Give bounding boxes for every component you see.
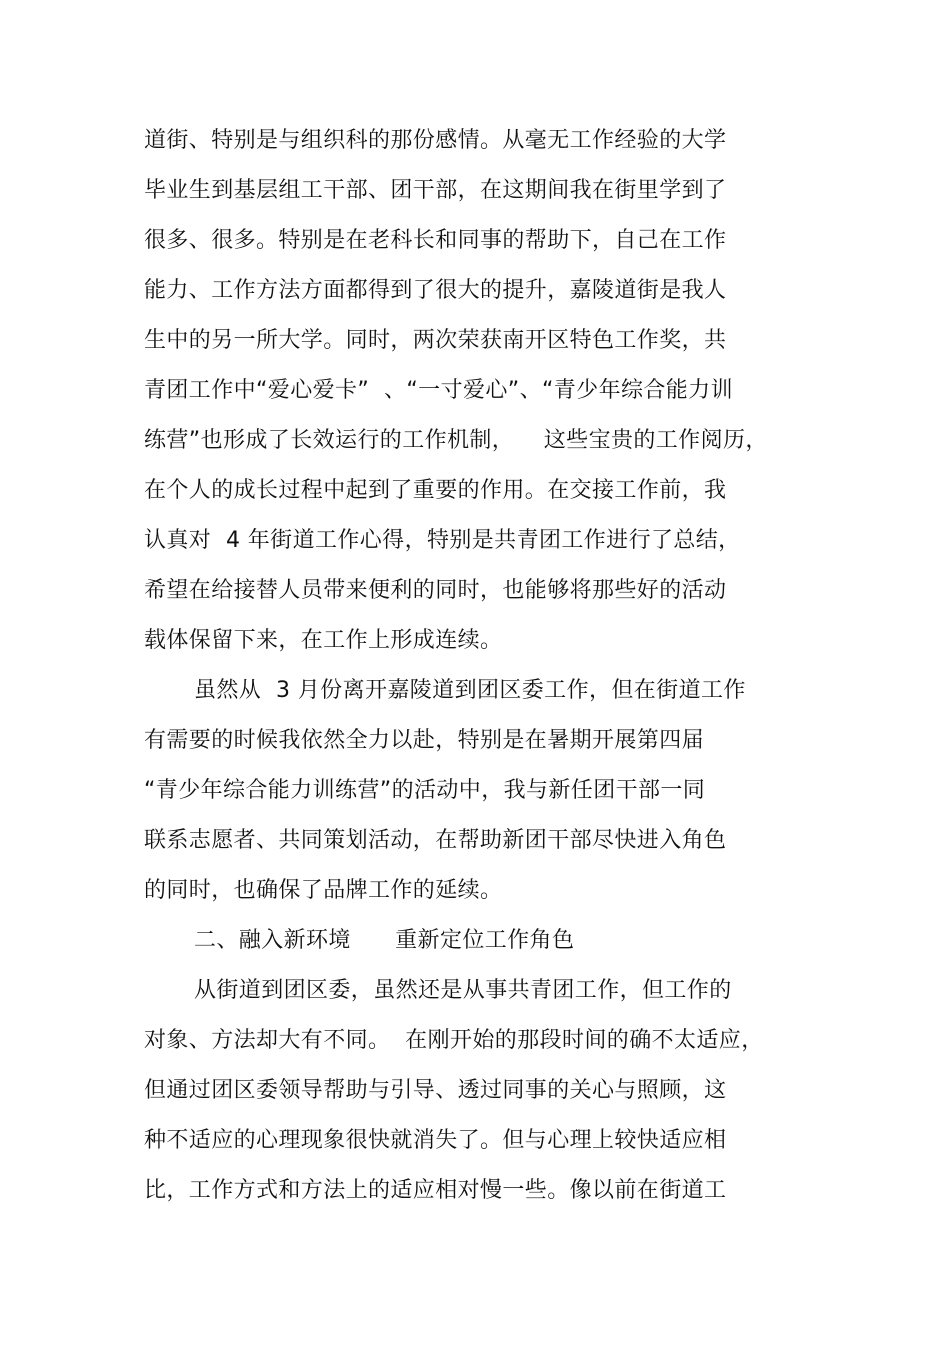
text-line: 青团工作中“爱心爱卡” 、“一寸爱心”、“青少年综合能力训 xyxy=(144,378,733,403)
text-line: 能力、工作方法方面都得到了很大的提升，嘉陵道街是我人 xyxy=(144,278,727,303)
text-line: 毕业生到基层组工干部、团干部，在这期间我在街里学到了 xyxy=(144,178,727,203)
text-line: 的同时，也确保了品牌工作的延续。 xyxy=(144,878,503,903)
paragraph-first-line: 从街道到团区委，虽然还是从事共青团工作，但工作的 xyxy=(194,978,732,1003)
text-line: 比，工作方式和方法上的适应相对慢一些。像以前在街道工 xyxy=(144,1178,727,1203)
text-line: 对象、方法却大有不同。 在刚开始的那段时间的确不太适应， xyxy=(144,1028,764,1053)
text-line: 认真对 4 年街道工作心得，特别是共青团工作进行了总结， xyxy=(144,528,741,553)
text-line: 但通过团区委领导帮助与引导、透过同事的关心与照顾，这 xyxy=(144,1078,727,1103)
text-line: 有需要的时候我依然全力以赴，特别是在暑期开展第四届 xyxy=(144,728,705,753)
text-line: 联系志愿者、共同策划活动，在帮助新团干部尽快进入角色 xyxy=(144,828,727,853)
text-line: 生中的另一所大学。同时，两次荣获南开区特色工作奖，共 xyxy=(144,328,727,353)
text-line: 在个人的成长过程中起到了重要的作用。在交接工作前，我 xyxy=(144,478,727,503)
text-line: 很多、很多。特别是在老科长和同事的帮助下，自己在工作 xyxy=(144,228,727,253)
text-line: 希望在给接替人员带来便利的同时，也能够将那些好的活动 xyxy=(144,578,727,603)
paragraph-first-line: 虽然从 3 月份离开嘉陵道到团区委工作，但在街道工作 xyxy=(194,678,746,703)
text-line: 练营”也形成了长效运行的工作机制， 这些宝贵的工作阅历， xyxy=(144,428,768,453)
text-line: 种不适应的心理现象很快就消失了。但与心理上较快适应相 xyxy=(144,1128,727,1153)
section-heading: 二、融入新环境 重新定位工作角色 xyxy=(194,928,575,953)
text-line: 载体保留下来，在工作上形成连续。 xyxy=(144,628,503,653)
text-line: “青少年综合能力训练营”的活动中，我与新任团干部一同 xyxy=(144,778,706,803)
text-line: 道街、特别是与组织科的那份感情。从毫无工作经验的大学 xyxy=(144,128,727,153)
